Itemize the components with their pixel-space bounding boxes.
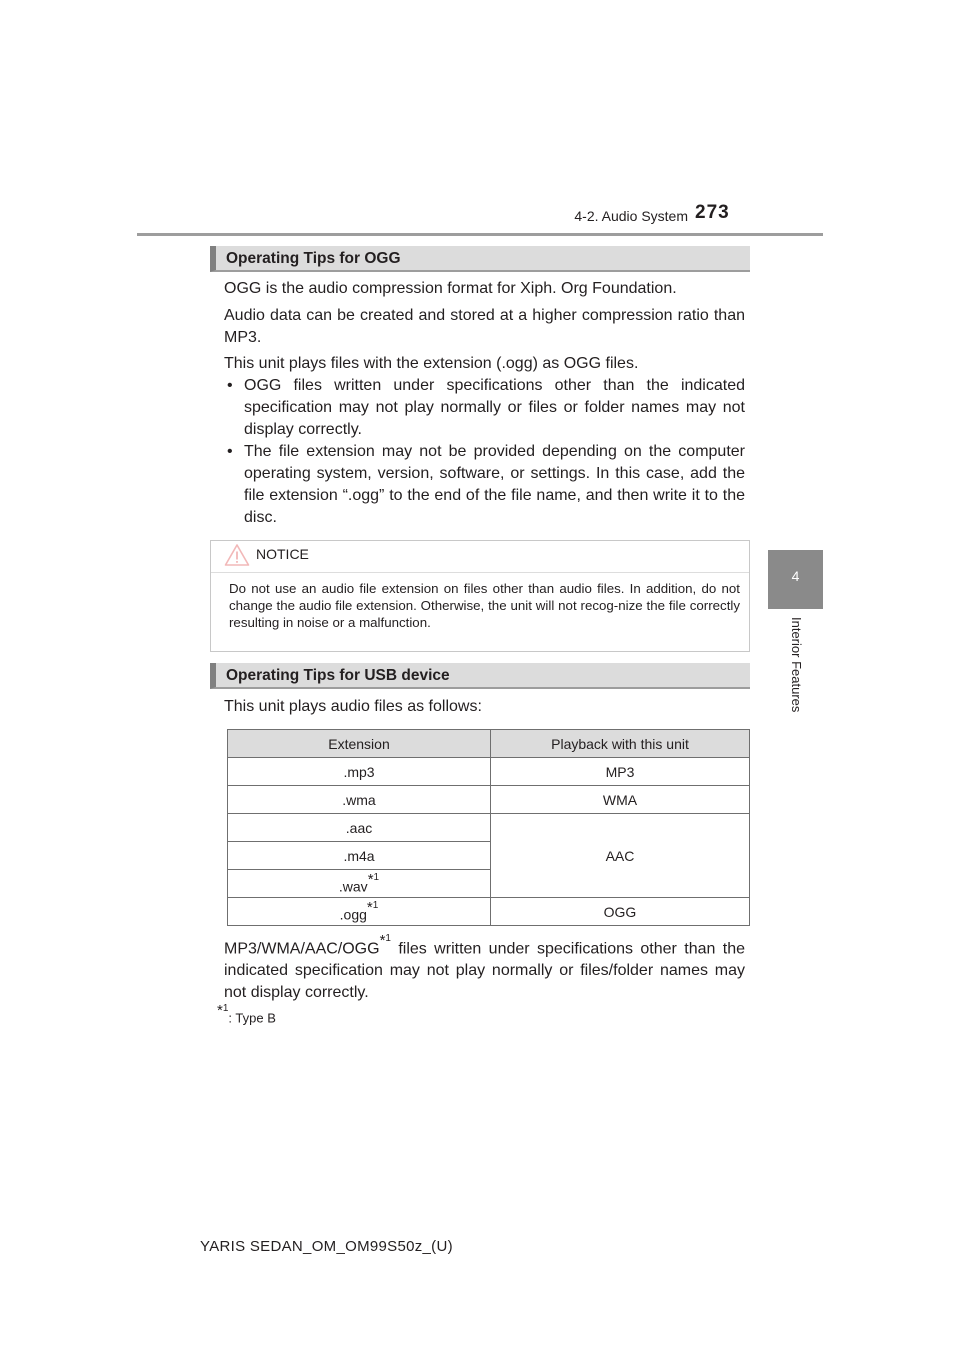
table-row: [228, 786, 750, 814]
footnote-star: *: [379, 932, 386, 949]
warning-triangle-icon: [224, 543, 250, 567]
footnote-ref: 1: [372, 899, 379, 911]
extension-text: .ogg: [339, 906, 367, 923]
section-heading-usb: [210, 663, 750, 689]
notice-title: NOTICE: [256, 546, 309, 562]
table-cell-playback: WMA: [491, 786, 750, 814]
table-cell-playback: MP3: [491, 758, 750, 786]
table-cell-extension: .mp3: [228, 758, 491, 786]
table-header-row: [228, 730, 750, 758]
table-cell-extension: [228, 898, 491, 926]
footnote: [217, 1004, 276, 1025]
notice-divider: [211, 572, 749, 573]
closing-formats: MP3/WMA/AAC/OGG: [224, 940, 380, 958]
footnote-ref: 1: [373, 871, 380, 883]
bullet-marker: •: [227, 443, 233, 460]
table-cell-extension: .aac: [228, 814, 491, 842]
section-heading-usb-text: Operating Tips for USB device: [226, 667, 450, 684]
ogg-bullet-1: [227, 375, 745, 441]
usb-intro: This unit plays audio files as follows:: [224, 698, 482, 715]
page-number: 273: [695, 202, 730, 223]
table-row: [228, 758, 750, 786]
header-section-title: 4-2. Audio System: [574, 208, 688, 224]
section-heading-ogg: [210, 246, 750, 272]
table-cell-playback: AAC: [491, 814, 750, 898]
ogg-paragraph-3: This unit plays files with the extension (.ogg) as OGG files.: [224, 355, 639, 372]
document-id: YARIS SEDAN_OM_OM99S50z_(U): [200, 1238, 453, 1255]
ogg-paragraph-1: OGG is the audio compression format for Xiph. Org Foundation.: [224, 280, 677, 297]
bullet-marker: •: [227, 377, 233, 394]
header-divider: [137, 233, 823, 236]
chapter-number: 4: [791, 568, 800, 584]
table-header-extension: Extension: [228, 730, 491, 758]
table-cell-extension: [228, 870, 491, 898]
table-cell-playback: OGG: [491, 898, 750, 926]
footnote-star: *: [217, 1002, 223, 1019]
notice-text: Do not use an audio file extension on files other than audio files. In addition, do not change the audio file extension. Otherwise, the unit will not recog-nize the file correctly resulting in noise or a malfunction.: [229, 581, 740, 630]
table-cell-extension: .m4a: [228, 842, 491, 870]
footnote-star: *: [367, 870, 374, 888]
table-row: [228, 898, 750, 926]
ogg-bullet-2: [227, 441, 745, 529]
table-row: [228, 814, 750, 842]
ogg-bullet-2-text: The file extension may not be provided depending on the computer operating system, version, software, or settings. In this case, add the file extension “.ogg” to the end of the file name, and then write it to the disc.: [244, 443, 745, 526]
ogg-paragraph-2: Audio data can be created and stored at a higher compression ratio than MP3.: [224, 307, 745, 346]
table-header-playback: Playback with this unit: [491, 730, 750, 758]
footnote-ref: 1: [385, 933, 391, 944]
ogg-bullet-1-text: OGG files written under specifications other than the indicated specification may not play normally or files or folder names may not display correctly.: [244, 377, 745, 438]
usb-closing-paragraph: [224, 932, 745, 1004]
footnote-text: : Type B: [228, 1010, 276, 1026]
audio-format-table: [227, 729, 750, 926]
table-cell-extension: .wma: [228, 786, 491, 814]
footnote-ref: 1: [222, 1003, 229, 1014]
footnote-star: *: [366, 898, 373, 916]
extension-text: .wav: [338, 878, 368, 895]
closing-text: files written under specifications other than the indicated specification may not play normally or files/folder names may not display correctly.: [224, 940, 745, 1002]
chapter-title: Interior Features: [789, 617, 804, 713]
section-heading-ogg-text: Operating Tips for OGG: [226, 250, 401, 267]
